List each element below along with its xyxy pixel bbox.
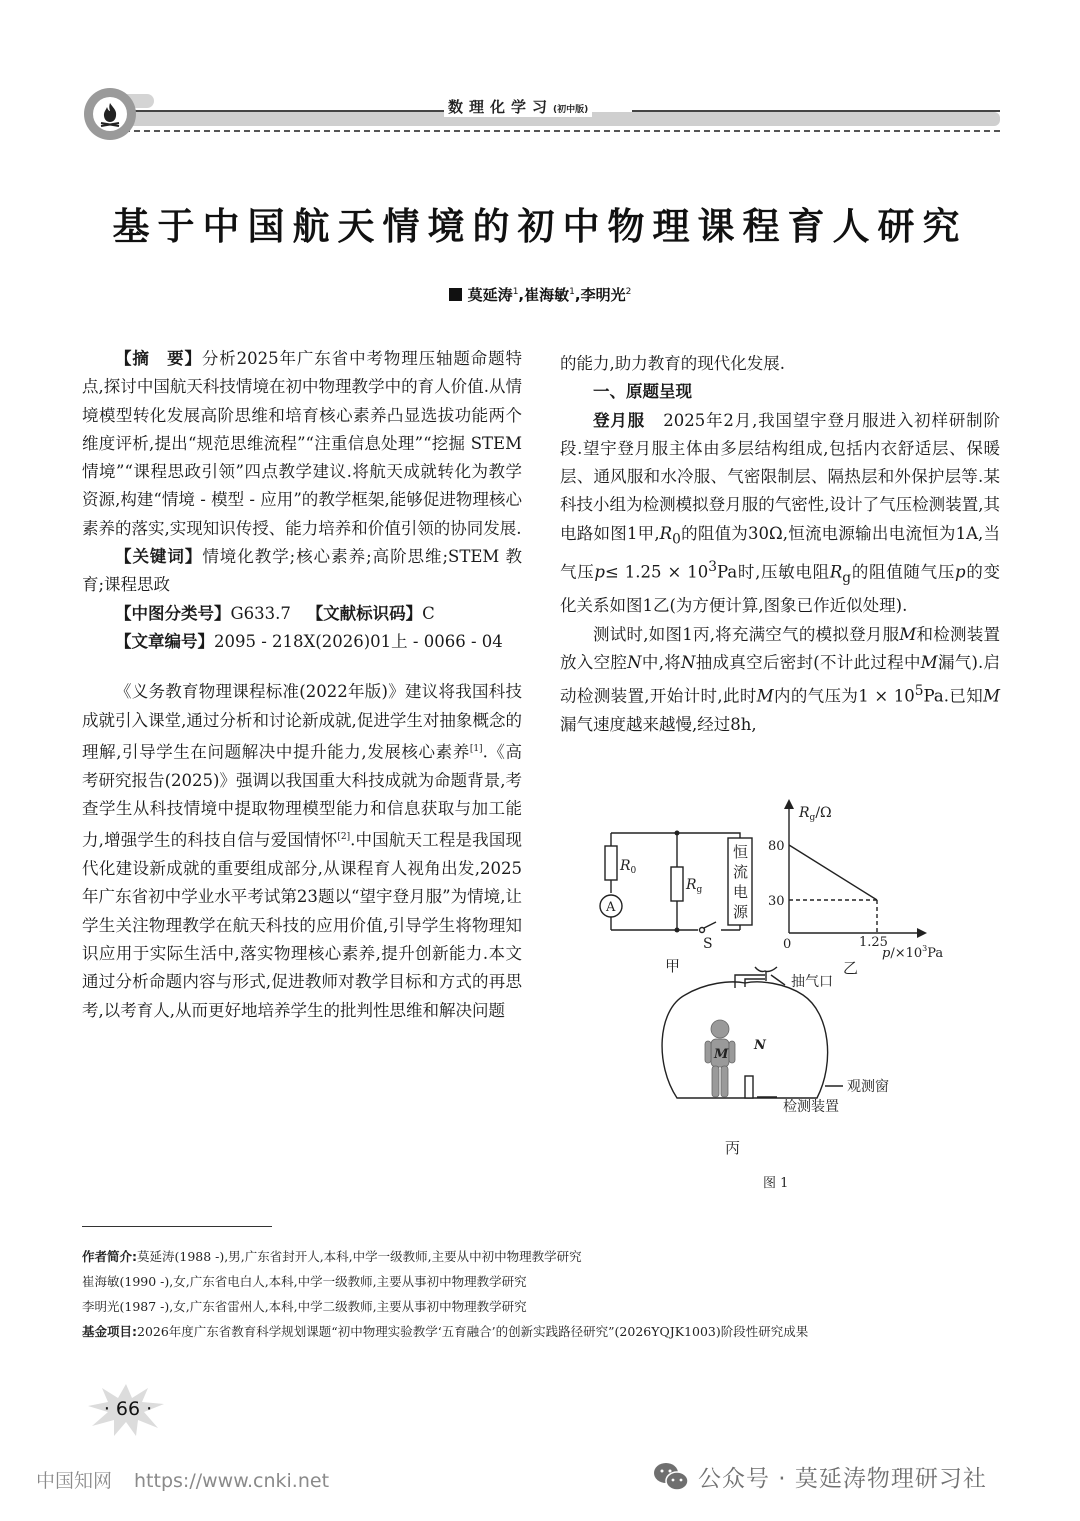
svg-text:1.25: 1.25	[859, 935, 888, 950]
svg-text:Rg/Ω: $R_g/\Omega$	[799, 805, 832, 823]
fund-project: 基金项目:2026年度广东省教育科学规划课题“初中物理实验教学‘五育融合’的创新实践路径研究”(2026YQJK1003)阶段性研究成果	[82, 1324, 809, 1339]
problem-label: 登月服	[593, 410, 646, 430]
left-column	[82, 345, 522, 1025]
intro-paragraph: 《义务教育物理课程标准(2022年版)》建议将我国科技成就引入课堂,通过分析和讨论新成就,促进学生对抽象概念的理解,引导学生在问题解决中提升能力,发展核心素养[1].《高考研究报告(2025)》强调以我国重大科技成就为命题背景,考查学生从科技情境中提取物理模型能力和信息获取与加工能力,增强学生的科技自信与爱国情怀[2].中国航天工程是我国现代化建设新成就的重要组成部分,从课程育人视角出发,2025年广东省初中学业水平考试第23题以“望宇登月服”为情境,让学生关注物理教学在航天科技的应用价值,引导学生将物理知识应用于实际生活中,落实物理核心素养,提升创新能力.本文通过分析命题内容与形式,促进教师对教学目标和方式的再思考,以考育人,从而更好地培养学生的批判性思维和解决问题	[82, 682, 523, 1020]
citation-ref[interactable]: [2]	[337, 832, 351, 843]
author-line: 莫延涛$^1$,崔海敏$^1$,李明光$^2$	[0, 284, 1080, 305]
doc-code-value: C	[422, 603, 435, 623]
svg-text:S: S	[703, 936, 713, 952]
abstract-text: 分析2025年广东省中考物理压轴题命题特点,探讨中国航天科技情境在初中物理教学中的育人价值.从情境模型转化发展高阶思维和培育核心素养凸显选拔功能两个维度评析,提出“规范思维流程”“注重信息处理”“挖掘 STEM 情境”“课程思政引领”四点教学建议.将航天成就转化为教学资源,构建“情境 - 模型 - 应用”的教学框架,能够促进物理核心素养的落实,实现知识传授、能力培养和价值引领的协同发展.	[82, 349, 522, 538]
svg-text:电: 电	[733, 883, 749, 901]
article-number-value: 2095 - 218X(2026)01上 - 0066 - 04	[214, 631, 503, 651]
svg-text:甲: 甲	[665, 957, 681, 975]
svg-text:乙: 乙	[843, 959, 859, 977]
svg-text:p/×103Pa: $p/\times 10^3Pa$	[882, 944, 944, 961]
classification-line: 【中图分类号】G633.7 【文献标识码】C	[115, 603, 435, 623]
svg-text:M: M	[714, 1047, 729, 1062]
journal-edition: (初中版)	[553, 105, 589, 115]
svg-text:观测窗: 观测窗	[847, 1079, 889, 1095]
svg-text:源: 源	[733, 903, 749, 921]
cnki-name: 中国知网	[36, 1470, 113, 1492]
abstract-label: 【摘 要】	[115, 349, 202, 368]
keywords-text: 情境化教学;核心素养;高阶思维;STEM 教育;课程思政	[82, 547, 523, 595]
cnki-watermark	[36, 1466, 329, 1493]
header-dashed-rule	[124, 130, 1000, 132]
svg-text:N: N	[754, 1038, 766, 1053]
svg-text:A: A	[606, 900, 616, 915]
intro-continuation: 的能力,助力教育的现代化发展.	[560, 354, 785, 373]
svg-text:检测装置: 检测装置	[783, 1099, 839, 1115]
header-rule-right	[632, 110, 1000, 112]
square-bullet-icon	[449, 288, 462, 301]
rg-pressure-graph	[789, 807, 919, 933]
circuit-diagram	[600, 833, 752, 933]
keywords	[82, 543, 522, 600]
author-name: 李明光	[580, 286, 626, 304]
footnote-rule	[82, 1226, 272, 1227]
cnki-url[interactable]: https://www.cnki.net	[134, 1470, 330, 1492]
wechat-account-text: 公众号 · 莫延涛物理研习社	[698, 1466, 987, 1492]
problem-paragraph-2: 测试时,如图1丙,将充满空气的模拟登月服M和检测装置放入空腔N中,将N抽成真空后密封(不计此过程中M漏气).启动检测装置,开始计时,此时M内的气压为$1 \times 10^5Pa$.已知M漏气速度越来越慢,经过8h,	[560, 624, 1001, 735]
abstract	[82, 345, 522, 543]
svg-text:80: 80	[768, 839, 785, 854]
svg-text:流: 流	[733, 863, 749, 881]
figure-caption: 图 1	[763, 1176, 789, 1191]
flame-emblem-icon	[84, 88, 136, 140]
svg-text:Rg: $R_g$	[686, 877, 703, 895]
clc-value: G633.7	[230, 603, 291, 623]
author-bio-2: 崔海敏(1990 -),女,广东省电白人,本科,中学一级教师,主要从事初中物理教学研究	[82, 1274, 527, 1289]
svg-text:抽气口: 抽气口	[791, 974, 833, 990]
svg-text:0: 0	[783, 937, 792, 952]
article-number-line: 【文章编号】2095 - 218X(2026)01上 - 0066 - 04	[115, 631, 503, 651]
header-rule-left	[124, 110, 464, 112]
svg-text:恒: 恒	[733, 843, 749, 861]
author-bio-3: 李明光(1987 -),女,广东省雷州人,本科,中学二级教师,主要从事初中物理教学研究	[82, 1299, 527, 1314]
journal-title: 数理化学习(初中版)	[444, 96, 592, 117]
keywords-label: 【关键词】	[115, 547, 203, 567]
svg-text:30: 30	[768, 894, 785, 909]
section-heading: 一、原题呈现	[593, 382, 692, 402]
article-title: 基于中国航天情境的初中物理课程育人研究	[112, 204, 968, 248]
journal-header	[84, 84, 1000, 144]
author-name: 莫延涛	[467, 286, 513, 304]
citation-ref[interactable]: [1]	[469, 743, 483, 754]
figure-1	[595, 795, 985, 1215]
problem-paragraph-1: 登月服 2025年2月,我国望宇登月服进入初样研制阶段.望宇登月服主体由多层结构组成,包括内衣舒适层、保暖层、通风服和水冷服、气密限制层、隔热层和外保护层等.某科技小组为检测模拟登月服的气密性,设计了气压检测装置,其电路如图1甲$,R_0$的阻值为30Ω,恒流电源输出电流恒为1A,当气压$p\le 1.25 \times 10^3Pa$时,压敏电阻$R_g$的阻值随气压p的变化关系如图1乙(为方便计算,图象已作近似处理).	[560, 410, 1001, 616]
wechat-icon	[652, 1461, 690, 1493]
footnotes	[82, 1244, 1002, 1344]
svg-text:R0: $R_0$	[620, 858, 637, 876]
wechat-watermark	[652, 1460, 987, 1493]
page-number: · 66 ·	[103, 1398, 153, 1420]
svg-text:丙: 丙	[725, 1139, 741, 1157]
author-bio-1: 作者简介:莫延涛(1988 -),男,广东省封开人,本科,中学一级教师,主要从中初中物理教学研究	[82, 1249, 582, 1264]
author-name: 崔海敏	[524, 286, 570, 304]
right-column	[560, 350, 1000, 739]
